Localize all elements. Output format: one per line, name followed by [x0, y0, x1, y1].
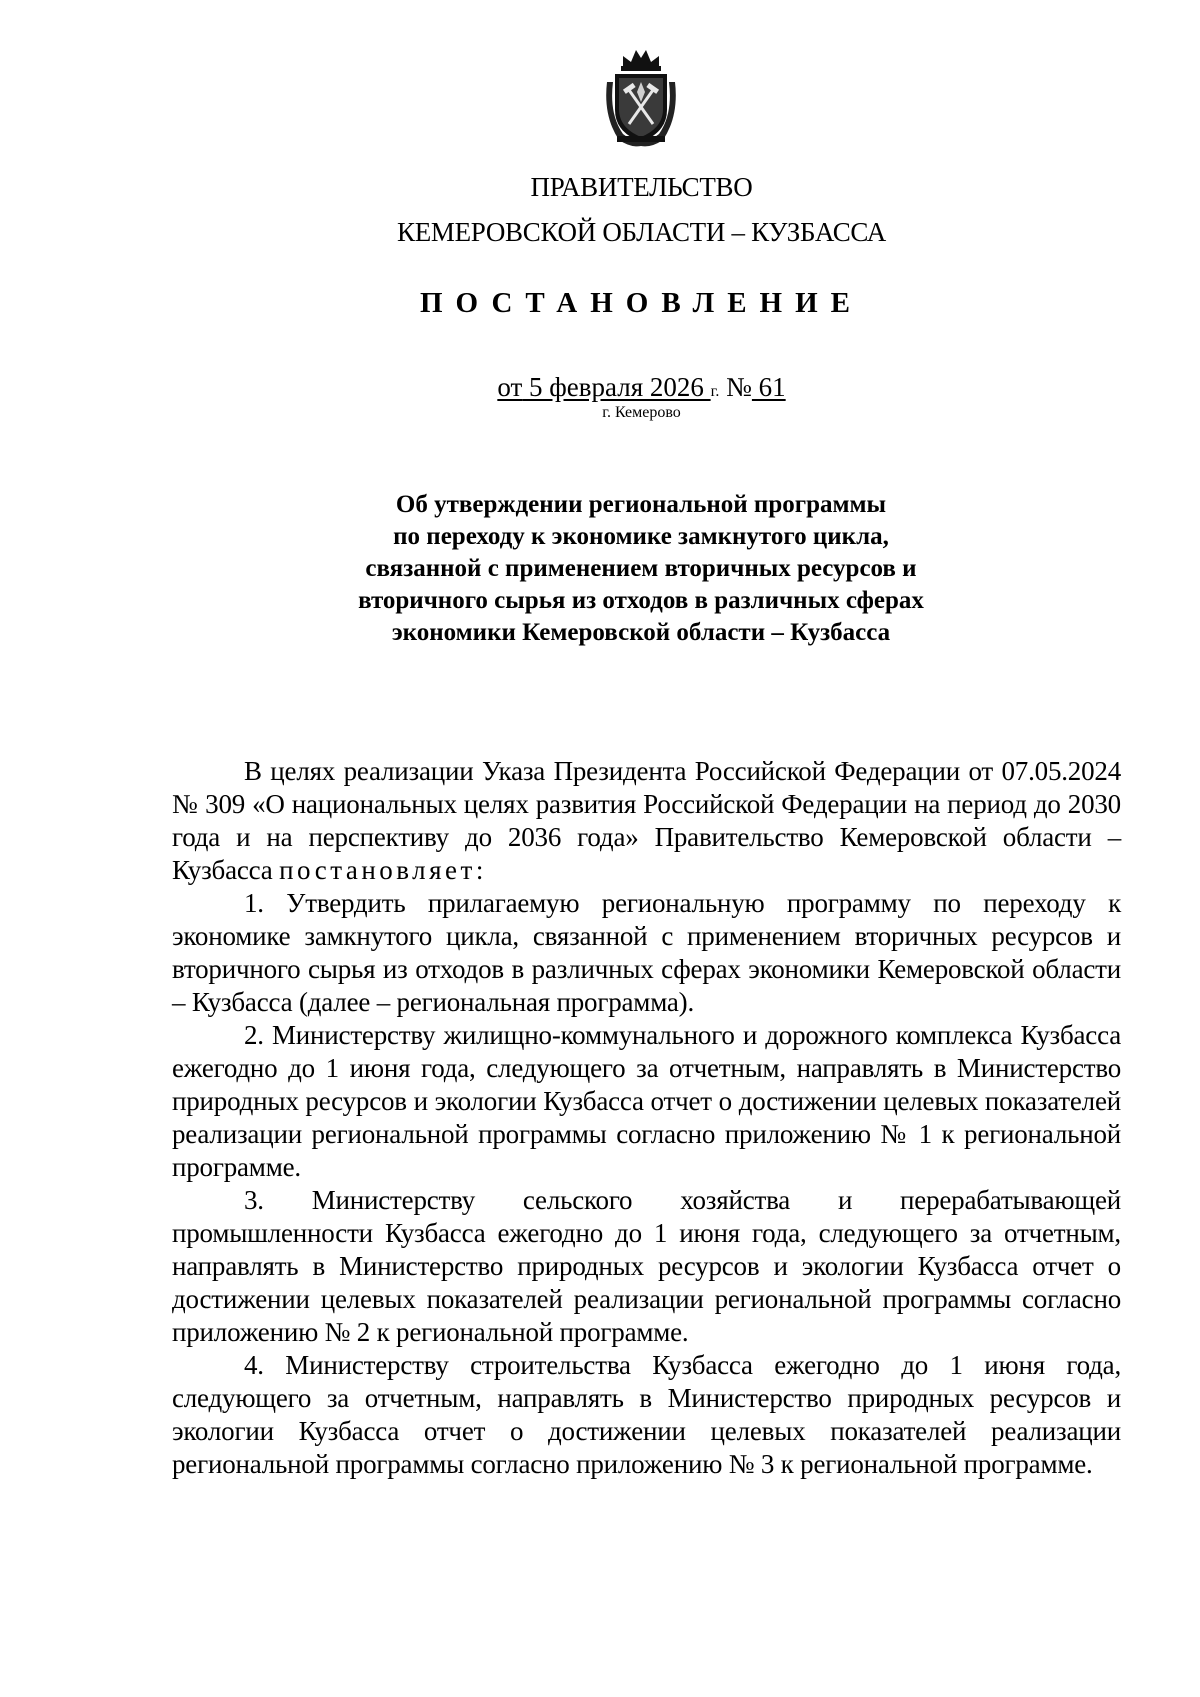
document-number: 61: [751, 372, 786, 402]
item-paragraph-4: 4. Министерству строительства Кузбасса ежегодно до 1 июня года, следующего за отчетным, направлять в Министерство природных ресурсов и экологии Кузбасса отчет о достижении целевых показателей реализации региональной программы согласно приложению № 3 к региональной программе.: [172, 1350, 1121, 1479]
item-paragraph-3: 3. Министерству сельского хозяйства и перерабатывающей промышленности Кузбасса ежегодно до 1 июня года, следующего за отчетным, направлять в Министерство природных ресурсов и экологии Кузбасса отчет о достижении целевых показателей реализации региональной программы согласно приложению № 2 к региональной программе.: [172, 1185, 1121, 1347]
document-city: г. Кемерово: [602, 404, 681, 421]
preamble-text: В целях реализации Указа Президента Российской Федерации от 07.05.2024 № 309 «О национальных целях развития Российской Федерации на период до 2030 года и на перспективу до 2036 года» Правительство Кемеровской области – Кузбасса: [172, 756, 1121, 885]
preamble-paragraph: [172, 755, 1121, 887]
document-title: [300, 489, 982, 649]
date-suffix: г.: [710, 383, 720, 400]
coat-of-arms-icon: [601, 46, 681, 150]
item-paragraph-1: 1. Утвердить прилагаемую региональную программу по переходу к экономике замкнутого цикла, связанной с применением вторичных ресурсов и вторичного сырья из отходов в различных сферах экономики Кемеровской области – Кузбасса (далее – региональная программа).: [172, 888, 1121, 1017]
title-line: вторичного сырья из отходов в различных сферах: [358, 587, 924, 614]
item-paragraph-2: 2. Министерству жилищно-коммунального и дорожного комплекса Кузбасса ежегодно до 1 июня года, следующего за отчетным, направлять в Министерство природных ресурсов и экологии Кузбасса отчет о достижении целевых показателей реализации региональной программы согласно приложению № 1 к региональной программе.: [172, 1020, 1121, 1182]
title-line: Об утверждении региональной программы: [395, 491, 887, 518]
document-date-number: [0, 372, 1200, 403]
resolves-colon: :: [475, 855, 484, 885]
date-prefix: от: [497, 372, 523, 402]
document-date: 5 февраля 2026: [522, 372, 711, 402]
document-type: ПОСТАНОВЛЕНИЕ: [419, 287, 863, 319]
title-line: по переходу к экономике замкнутого цикла,: [393, 523, 889, 550]
government-name-line1: ПРАВИТЕЛЬСТВО: [530, 172, 753, 202]
number-prefix: №: [726, 372, 752, 402]
title-line: связанной с применением вторичных ресурсов и: [365, 555, 917, 582]
government-name-line2: КЕМЕРОВСКОЙ ОБЛАСТИ – КУЗБАССА: [397, 217, 886, 247]
document-body: [172, 755, 1121, 1481]
resolves-word: постановляет: [279, 855, 476, 885]
title-line: экономики Кемеровской области – Кузбасса: [391, 619, 891, 646]
